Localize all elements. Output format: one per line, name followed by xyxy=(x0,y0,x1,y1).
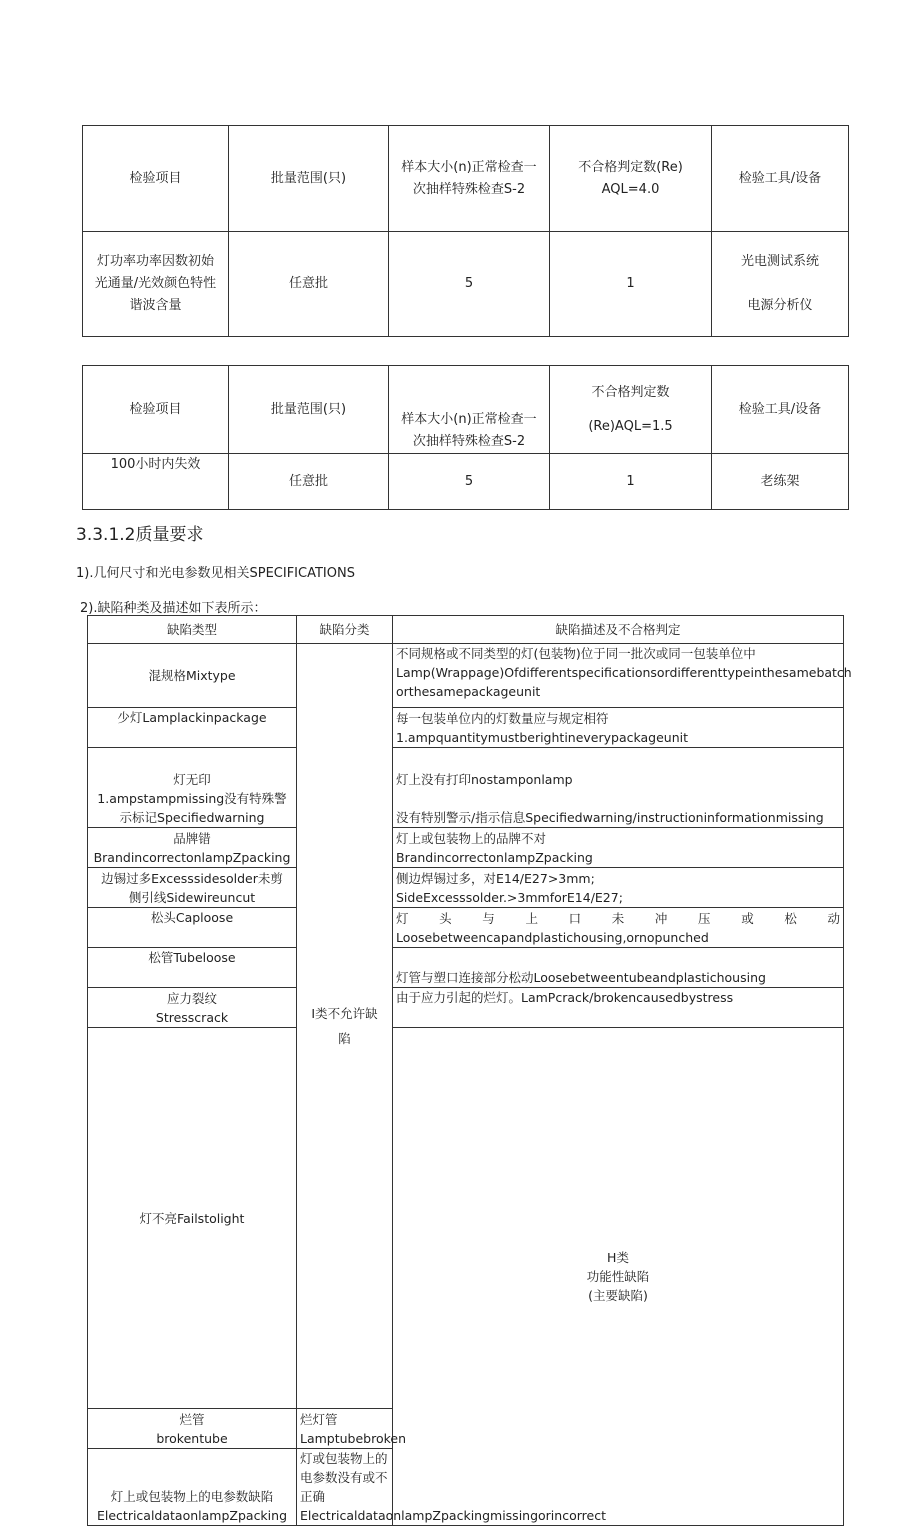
defect-table xyxy=(87,615,852,1526)
cell-batch: 任意批 xyxy=(229,454,389,510)
section-heading: 3.3.1.2质量要求 xyxy=(76,525,204,545)
header-batch-range: 批量范围(只) xyxy=(229,366,389,454)
table-row xyxy=(88,908,844,948)
header-defect-class: 缺陷分类 xyxy=(297,616,393,644)
header-reject-number: 不合格判定数(Re) AQL=4.0 xyxy=(550,126,712,232)
cell-inspection-item: 灯功率功率因数初始 光通量/光效颜色特性 谐波含量 xyxy=(83,232,229,337)
defect-type: 少灯Lamplackinpackage xyxy=(88,708,297,748)
table-row xyxy=(83,454,849,510)
paragraph-specifications: 1).几何尺寸和光电参数见相关SPECIFICATIONS xyxy=(76,566,355,581)
cell-tools: 光电测试系统 电源分析仪 xyxy=(712,232,849,337)
header-tools: 检验工具/设备 xyxy=(712,366,849,454)
header-defect-desc: 缺陷描述及不合格判定 xyxy=(393,616,844,644)
paragraph-defect-intro: 2).缺陷种类及描述如下表所示： xyxy=(80,601,267,616)
defect-type: 应力裂纹 Stresscrack xyxy=(88,988,297,1028)
header-inspection-item: 检验项目 xyxy=(83,366,229,454)
defect-description: 每一包装单位内的灯数量应与规定相符 1.ampquantitymustberightineverypackageunit xyxy=(393,708,844,748)
header-tools: 检验工具/设备 xyxy=(712,126,849,232)
defect-description: 灯或包装物上的电参数没有或不正确 ElectricaldataonlampZpackingmissingorincorrect xyxy=(297,1449,393,1526)
header-defect-type: 缺陷类型 xyxy=(88,616,297,644)
defect-class-h: H类 功能性缺陷 (主要缺陷) xyxy=(393,1028,844,1526)
table-row xyxy=(88,644,844,708)
header-sample-size: 样本大小(n)正常检查一 次抽样特殊检查S-2 xyxy=(389,366,550,454)
defect-type: 灯无印 1.ampstampmissing没有特殊警 示标记Specifiedwarning xyxy=(88,748,297,828)
header-sample-size: 样本大小(n)正常检查一 次抽样特殊检查S-2 xyxy=(389,126,550,232)
defect-type: 松管Tubeloose xyxy=(88,948,297,988)
defect-description: 灯头与上口未冲压或松动 Loosebetweencapandplastichousing,ornopunched xyxy=(393,908,844,948)
defect-type: 灯上或包装物上的电参数缺陷 ElectricaldataonlampZpacking xyxy=(88,1449,297,1526)
defect-type: 烂管 brokentube xyxy=(88,1409,297,1449)
table-row xyxy=(83,232,849,337)
table-header-row xyxy=(83,126,849,232)
defect-type: 混规格Mixtype xyxy=(88,644,297,708)
cell-sample: 5 xyxy=(389,232,550,337)
cell-reject: 1 xyxy=(550,454,712,510)
table-row xyxy=(88,708,844,748)
cell-reject: 1 xyxy=(550,232,712,337)
defect-type: 边锡过多Excesssidesolder未剪 侧引线Sidewireuncut xyxy=(88,868,297,908)
table-row xyxy=(88,948,844,988)
table-row xyxy=(88,748,844,828)
defect-description: 灯上没有打印nostamponlamp 没有特别警示/指示信息Specifiedwarning/instructioninformationmissing xyxy=(393,748,844,828)
defect-class-i: I类不允许缺 陷 xyxy=(297,644,393,1409)
defect-type: 品牌错 BrandincorrectonlampZpacking xyxy=(88,828,297,868)
cell-inspection-item: 100小时内失效 xyxy=(83,454,229,510)
header-batch-range: 批量范围(只) xyxy=(229,126,389,232)
table-header-row xyxy=(83,366,849,454)
cell-batch: 任意批 xyxy=(229,232,389,337)
header-reject-number: 不合格判定数 (Re)AQL=1.5 xyxy=(550,366,712,454)
defect-description: 灯上或包装物上的品牌不对 BrandincorrectonlampZpacking xyxy=(393,828,844,868)
table-row xyxy=(88,1028,844,1409)
inspection-table-2 xyxy=(82,365,849,510)
inspection-table-1 xyxy=(82,125,849,337)
defect-type: 松头Caploose xyxy=(88,908,297,948)
table-header-row xyxy=(88,616,844,644)
defect-description: 灯管与塑口连接部分松动Loosebetweentubeandplastichousing xyxy=(393,948,844,988)
header-inspection-item: 检验项目 xyxy=(83,126,229,232)
table-row xyxy=(88,868,844,908)
defect-description: 侧边焊锡过多，对E14/E27>3mm; SideExcesssolder.>3mmforE14/E27; xyxy=(393,868,844,908)
table-row xyxy=(88,828,844,868)
cell-sample: 5 xyxy=(389,454,550,510)
cell-tools: 老练架 xyxy=(712,454,849,510)
defect-description: 不同规格或不同类型的灯(包装物)位于同一批次或同一包装单位中 Lamp(Wrappage)Ofdifferentspecificationsordifferenttypeinthesamebatch orthesamepackageunit xyxy=(393,644,844,708)
table-row xyxy=(88,988,844,1028)
defect-description: 烂灯管Lamptubebroken xyxy=(297,1409,393,1449)
defect-type: 灯不亮Failstolight xyxy=(88,1028,297,1409)
defect-description: 由于应力引起的烂灯。LamPcrack/brokencausedbystress xyxy=(393,988,844,1028)
